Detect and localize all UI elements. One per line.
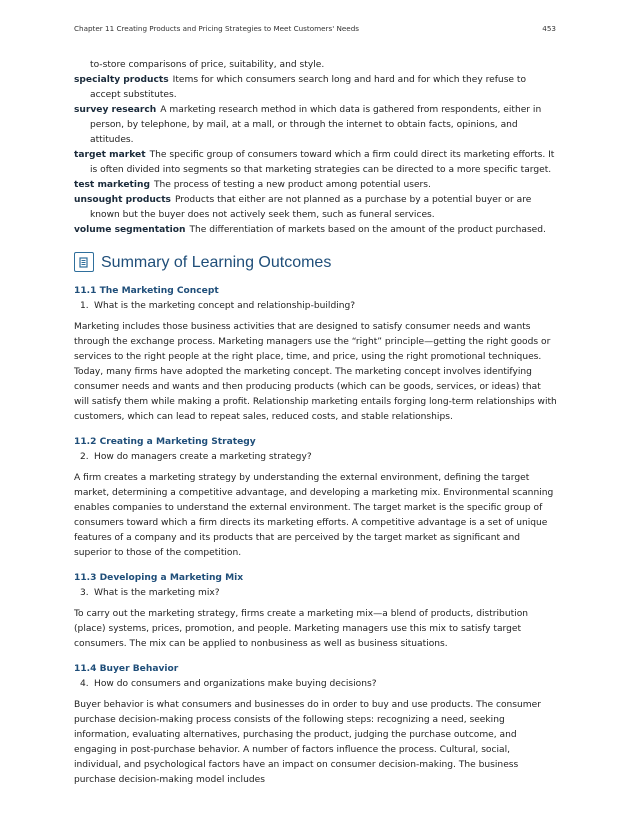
- section-paragraph: A firm creates a marketing strategy by understanding the external environment, defining the target market, determining a competitive advantage, and developing a marketing mix. Environmental scanning enables companies to understand the external environment. The target market is the specific group of consumers toward which a firm directs its marketing efforts. A competitive advantage is a set of unique features of a company and its products that are perceived by the target market as significant and superior to those of the competition.: [74, 473, 554, 558]
- glossary-entry: [74, 73, 558, 103]
- section-title: 11.4 Buyer Behavior: [74, 664, 179, 674]
- section-title: 11.2 Creating a Marketing Strategy: [74, 437, 256, 447]
- question-text: How do consumers and organizations make buying decisions?: [94, 679, 377, 689]
- glossary-entry: [74, 223, 558, 238]
- page-header: [74, 24, 556, 33]
- glossary-entry: [74, 193, 558, 223]
- summary-title: Summary of Learning Outcomes: [101, 253, 332, 271]
- summary-section: [74, 662, 558, 788]
- summary-section: [74, 571, 558, 652]
- section-title: 11.1 The Marketing Concept: [74, 286, 219, 296]
- summary-section: [74, 284, 558, 425]
- glossary-term: specialty products: [74, 75, 169, 85]
- glossary-entry: [74, 148, 558, 178]
- glossary-term: volume segmentation: [74, 225, 186, 235]
- glossary-definition: Products that either are not planned as a purchase by a potential buyer or are known but the buyer does not actively seek them, such as funeral services.: [90, 195, 532, 220]
- glossary-term: test marketing: [74, 180, 150, 190]
- section-paragraph: To carry out the marketing strategy, firms create a marketing mix—a blend of products, distribution (place) systems, prices, promotion, and people. Marketing managers use this mix to satisfy target consumers. The mix can be applied to nonbusiness as well as business situations.: [74, 609, 529, 649]
- glossary-definition: The process of testing a new product among potential users.: [153, 180, 431, 190]
- review-question: [74, 586, 558, 601]
- review-question: [74, 450, 558, 465]
- glossary-definition: Items for which consumers search long and hard and for which they refuse to accept substitutes.: [90, 75, 527, 100]
- glossary-list: [74, 73, 558, 238]
- page-content: [74, 58, 558, 798]
- question-number: 4.: [80, 679, 89, 689]
- question-text: What is the marketing mix?: [94, 588, 220, 598]
- question-number: 3.: [80, 588, 89, 598]
- glossary-definition: The specific group of consumers toward which a firm could direct its marketing efforts. It is often divided into segments so that marketing strategies can be directed to a more specific target.: [90, 150, 555, 175]
- question-number: 2.: [80, 452, 89, 462]
- glossary-entry: [74, 178, 558, 193]
- section-paragraph: Buyer behavior is what consumers and businesses do in order to buy and use products. The consumer purchase decision-making process consists of the following steps: recognizing a need, seeking information, evaluating alternatives, purchasing the product, judging the purchase outcome, and engaging in post-purchase behavior. A number of factors influence the process. Cultural, social, individual, and psychological factors have an impact on consumer decision-making. The business purchase decision-making model includes: [74, 700, 541, 785]
- question-text: What is the marketing concept and relationship-building?: [94, 301, 356, 311]
- summary-heading: [74, 252, 558, 272]
- section-title: 11.3 Developing a Marketing Mix: [74, 573, 244, 583]
- glossary-term: unsought products: [74, 195, 171, 205]
- question-number: 1.: [80, 301, 89, 311]
- glossary-continuation: to-store comparisons of price, suitability, and style.: [90, 60, 325, 70]
- glossary-term: target market: [74, 150, 146, 160]
- chapter-title: Chapter 11 Creating Products and Pricing Strategies to Meet Customers' Needs: [74, 24, 360, 33]
- document-icon: [74, 252, 94, 272]
- page-number: 453: [542, 24, 556, 33]
- review-question: [74, 677, 558, 692]
- summary-section: [74, 435, 558, 561]
- review-question: [74, 299, 558, 314]
- glossary-definition: A marketing research method in which data is gathered from respondents, either in person, by telephone, by mail, at a mall, or through the internet to obtain facts, opinions, and attitudes.: [90, 105, 542, 145]
- glossary-entry: [74, 103, 558, 148]
- glossary-definition: The differentiation of markets based on the amount of the product purchased.: [189, 225, 546, 235]
- section-paragraph: Marketing includes those business activities that are designed to satisfy consumer needs and wants through the exchange process. Marketing managers use the “right” principle—getting the right goods or services to the right people at the right place, time, and price, using the right promotional techniques. Today, many firms have adopted the marketing concept. The marketing concept involves identifying consumer needs and wants and then producing products (which can be goods, services, or ideas) that will satisfy them while making a profit. Relationship marketing entails forging long-term relationships with customers, which can lead to repeat sales, reduced costs, and stable relationships.: [74, 322, 557, 422]
- glossary-term: survey research: [74, 105, 157, 115]
- question-text: How do managers create a marketing strategy?: [94, 452, 312, 462]
